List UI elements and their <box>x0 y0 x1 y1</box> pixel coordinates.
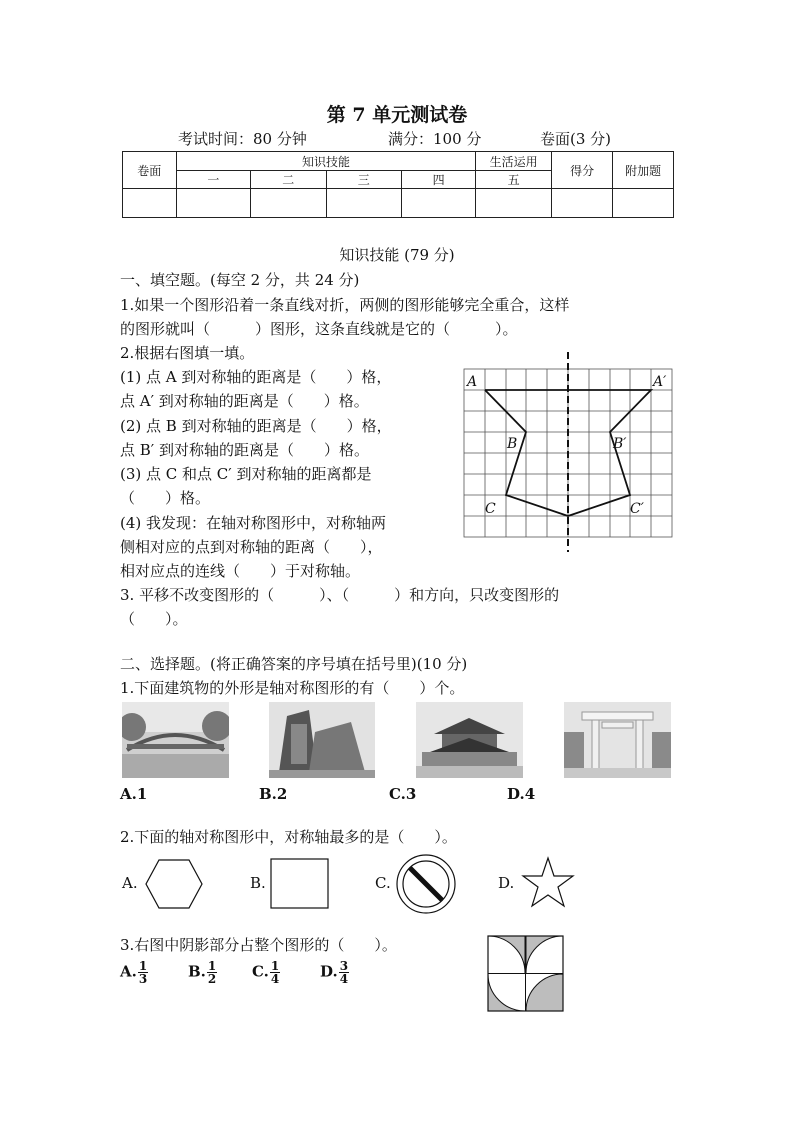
label-a-prime: A′ <box>653 374 667 390</box>
q1-line1: 1.如果一个图形沿着一条直线对折，两侧的图形能够完全重合，这样 <box>120 296 570 314</box>
neatness-score: 卷面(3 分) <box>540 130 612 148</box>
hexagon-shape <box>144 858 204 910</box>
p2-q2-opt-d[interactable]: D. <box>498 874 515 892</box>
q2-c1: (3) 点 C 和点 C′ 到对称轴的距离都是 <box>120 465 372 483</box>
col-zhishi: 知识技能 <box>176 152 476 171</box>
fraction <box>270 960 280 985</box>
score-cell[interactable] <box>251 189 326 218</box>
denominator: 3 <box>138 972 148 986</box>
p2-q1-opt-c[interactable]: C.3 <box>389 785 417 803</box>
archway-photo <box>564 702 671 778</box>
section-header: 知识技能 (79 分) <box>339 246 455 264</box>
q3-line2: （ ）。 <box>120 610 188 628</box>
denominator: 2 <box>207 972 217 986</box>
exam-time: 考试时间：80 分钟 <box>178 130 307 148</box>
p2-q2-opt-c[interactable]: C. <box>375 874 391 892</box>
p2-q2-opt-b[interactable]: B. <box>250 874 266 892</box>
numerator: 1 <box>207 959 217 973</box>
score-cell[interactable] <box>326 189 401 218</box>
col-defen: 得分 <box>551 152 613 189</box>
denominator: 4 <box>339 972 349 986</box>
col-1: 一 <box>176 171 250 189</box>
full-score: 满分：100 分 <box>388 130 482 148</box>
p2-q3-opt-b[interactable] <box>188 960 217 985</box>
q2-b2: 点 B′ 到对称轴的距离是（ ）格。 <box>120 441 369 459</box>
col-4: 四 <box>401 171 475 189</box>
page-title: 第 7 单元测试卷 <box>326 104 468 126</box>
score-table <box>122 151 674 218</box>
p2-q3-opt-d[interactable] <box>320 960 349 985</box>
q1-line2: 的图形就叫（ ）图形，这条直线就是它的（ ）。 <box>120 320 518 338</box>
col-fujia: 附加题 <box>613 152 674 189</box>
numerator: 1 <box>270 959 280 973</box>
label-b: B <box>507 436 518 452</box>
fraction <box>207 960 217 985</box>
q2-a1: (1) 点 A 到对称轴的距离是（ ）格， <box>120 368 392 386</box>
opt-a-label: A. <box>120 962 137 981</box>
q2-a2: 点 A′ 到对称轴的距离是（ ）格。 <box>120 392 369 410</box>
shaded-square-figure <box>487 935 565 1013</box>
score-cell[interactable] <box>476 189 551 218</box>
score-cell[interactable] <box>123 189 177 218</box>
col-2: 二 <box>251 171 326 189</box>
score-cell[interactable] <box>401 189 475 218</box>
p2-q2-opt-a[interactable]: A. <box>122 874 138 892</box>
star-shape <box>520 856 576 910</box>
q2-d1: (4) 我发现：在轴对称图形中，对称轴两 <box>120 514 387 532</box>
bridge-photo <box>122 702 229 778</box>
label-b-prime: B′ <box>613 436 627 452</box>
opt-d-label: D. <box>320 962 338 981</box>
q2-intro: 2.根据右图填一填。 <box>120 344 255 362</box>
score-cell[interactable] <box>551 189 613 218</box>
q2-b1: (2) 点 B 到对称轴的距离是（ ）格， <box>120 417 392 435</box>
opt-c-label: C. <box>252 962 269 981</box>
p2-q3-opt-a[interactable] <box>120 960 148 985</box>
col-juanmian: 卷面 <box>123 152 177 189</box>
part2-heading: 二、选择题。(将正确答案的序号填在括号里)(10 分) <box>120 655 468 673</box>
p2-q1-opt-d[interactable]: D.4 <box>507 785 536 803</box>
no-entry-circle-shape <box>395 853 457 915</box>
denominator: 4 <box>270 972 280 986</box>
p2-q1-opt-b[interactable]: B.2 <box>259 785 288 803</box>
palace-photo <box>416 702 523 778</box>
rectangle-shape <box>270 858 330 910</box>
part1-heading: 一、填空题。(每空 2 分，共 24 分) <box>120 271 360 289</box>
label-c: C <box>485 501 496 517</box>
opt-b-label: B. <box>188 962 206 981</box>
q3-line1: 3. 平移不改变图形的（ ）、（ ）和方向，只改变图形的 <box>120 586 560 604</box>
p2-q1: 1.下面建筑物的外形是轴对称图形的有（ ）个。 <box>120 679 465 697</box>
fraction <box>339 960 349 985</box>
p2-q3: 3.右图中阴影部分占整个图形的（ ）。 <box>120 936 397 954</box>
label-a: A <box>467 374 478 390</box>
fraction <box>138 960 148 985</box>
col-5: 五 <box>476 171 551 189</box>
symmetry-grid-figure <box>459 352 677 552</box>
q2-c2: （ ）格。 <box>120 489 211 507</box>
q2-d3: 相对应点的连线（ ）于对称轴。 <box>120 562 361 580</box>
p2-q2: 2.下面的轴对称图形中，对称轴最多的是（ ）。 <box>120 828 457 846</box>
p2-q3-opt-c[interactable] <box>252 960 280 985</box>
score-cell[interactable] <box>176 189 250 218</box>
score-cell[interactable] <box>613 189 674 218</box>
numerator: 1 <box>138 959 148 973</box>
col-shenghuo: 生活运用 <box>476 152 551 171</box>
modern-building-photo <box>269 702 375 778</box>
label-c-prime: C′ <box>630 501 644 517</box>
numerator: 3 <box>339 959 349 973</box>
p2-q1-opt-a[interactable]: A.1 <box>120 785 148 803</box>
col-3: 三 <box>326 171 401 189</box>
q2-d2: 侧相对应的点到对称轴的距离（ ）， <box>120 538 383 556</box>
